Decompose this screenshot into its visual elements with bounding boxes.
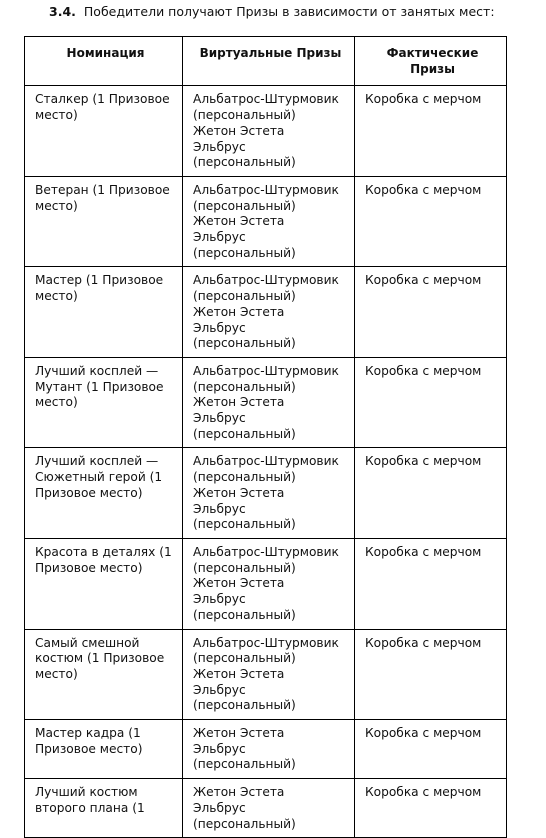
header-virtual-prizes: Виртуальные Призы xyxy=(183,37,355,86)
virtual-prize: Жетон Эстета xyxy=(193,123,285,138)
virtual-prize: Эльбрус (персональный) xyxy=(193,741,296,772)
prizes-table xyxy=(24,36,507,838)
virtual-prize: Альбатрос-Штурмовик (персональный) xyxy=(193,454,339,485)
virtual-prizes-cell xyxy=(183,448,355,539)
nomination-cell: Лучший косплей — Сюжетный герой (1 Призовое место) xyxy=(25,448,183,539)
virtual-prize: Жетон Эстета xyxy=(193,395,285,410)
header-physical-prizes: Фактические Призы xyxy=(355,37,507,86)
virtual-prize: Жетон Эстета xyxy=(193,726,285,741)
physical-prize-cell: Коробка с мерчом xyxy=(355,267,507,358)
virtual-prize: Альбатрос-Штурмовик (персональный) xyxy=(193,363,339,394)
nomination-cell: Красота в деталях (1 Призовое место) xyxy=(25,538,183,629)
nomination-cell: Мастер кадра (1 Призовое место) xyxy=(25,720,183,779)
virtual-prize: Альбатрос-Штурмовик (персональный) xyxy=(193,92,339,123)
physical-prize-cell: Коробка с мерчом xyxy=(355,720,507,779)
virtual-prize: Эльбрус (персональный) xyxy=(193,501,296,532)
virtual-prize: Жетон Эстета xyxy=(193,304,285,319)
table-row xyxy=(25,448,507,539)
section-heading xyxy=(49,4,495,20)
virtual-prize: Альбатрос-Штурмовик (персональный) xyxy=(193,182,339,213)
virtual-prize: Эльбрус (персональный) xyxy=(193,320,296,351)
physical-prize-cell: Коробка с мерчом xyxy=(355,357,507,448)
virtual-prize: Эльбрус (персональный) xyxy=(193,139,296,170)
nomination-cell: Самый смешной костюм (1 Призовое место) xyxy=(25,629,183,720)
table-row xyxy=(25,267,507,358)
virtual-prize: Эльбрус (персональный) xyxy=(193,592,296,622)
virtual-prize: Эльбрус (персональный) xyxy=(193,800,296,831)
table-row xyxy=(25,629,507,720)
virtual-prizes-cell xyxy=(183,176,355,267)
physical-prize-cell: Коробка с мерчом xyxy=(355,176,507,267)
table-row xyxy=(25,720,507,779)
nomination-cell: Сталкер (1 Призовое место) xyxy=(25,86,183,177)
virtual-prizes-cell xyxy=(183,538,355,629)
virtual-prizes-cell xyxy=(183,629,355,720)
virtual-prizes-cell xyxy=(183,779,355,838)
nomination-cell: Лучший костюм второго плана (1 xyxy=(25,779,183,838)
virtual-prize: Жетон Эстета xyxy=(193,576,285,591)
header-nomination: Номинация xyxy=(25,37,183,86)
virtual-prizes-cell xyxy=(183,720,355,779)
virtual-prize: Альбатрос-Штурмовик (персональный) xyxy=(193,635,339,666)
section-text: Победители получают Призы в зависимости от занятых мест: xyxy=(83,4,495,19)
virtual-prize: Эльбрус (персональный) xyxy=(193,230,296,260)
virtual-prizes-cell xyxy=(183,86,355,177)
virtual-prize: Жетон Эстета xyxy=(193,666,285,681)
table-row xyxy=(25,779,507,838)
table-row xyxy=(25,357,507,448)
virtual-prize: Альбатрос-Штурмовик (персональный) xyxy=(193,544,339,575)
virtual-prizes-cell xyxy=(183,357,355,448)
virtual-prizes-cell xyxy=(183,267,355,358)
virtual-prize: Эльбрус (персональный) xyxy=(193,682,296,713)
section-number: 3.4. xyxy=(49,4,76,19)
virtual-prize: Жетон Эстета xyxy=(193,785,285,800)
nomination-cell: Лучший косплей — Мутант (1 Призовое место) xyxy=(25,357,183,448)
physical-prize-cell: Коробка с мерчом xyxy=(355,448,507,539)
virtual-prize: Жетон Эстета xyxy=(193,485,285,500)
physical-prize-cell: Коробка с мерчом xyxy=(355,86,507,177)
nomination-cell: Ветеран (1 Призовое место) xyxy=(25,176,183,267)
virtual-prize: Жетон Эстета xyxy=(193,214,285,229)
virtual-prize: Эльбрус (персональный) xyxy=(193,411,296,441)
table-row xyxy=(25,538,507,629)
physical-prize-cell: Коробка с мерчом xyxy=(355,629,507,720)
physical-prize-cell: Коробка с мерчом xyxy=(355,538,507,629)
table-row xyxy=(25,176,507,267)
physical-prize-cell: Коробка с мерчом xyxy=(355,779,507,838)
nomination-cell: Мастер (1 Призовое место) xyxy=(25,267,183,358)
table-row xyxy=(25,86,507,177)
virtual-prize: Альбатрос-Штурмовик (персональный) xyxy=(193,273,339,304)
table-header-row xyxy=(25,37,507,86)
